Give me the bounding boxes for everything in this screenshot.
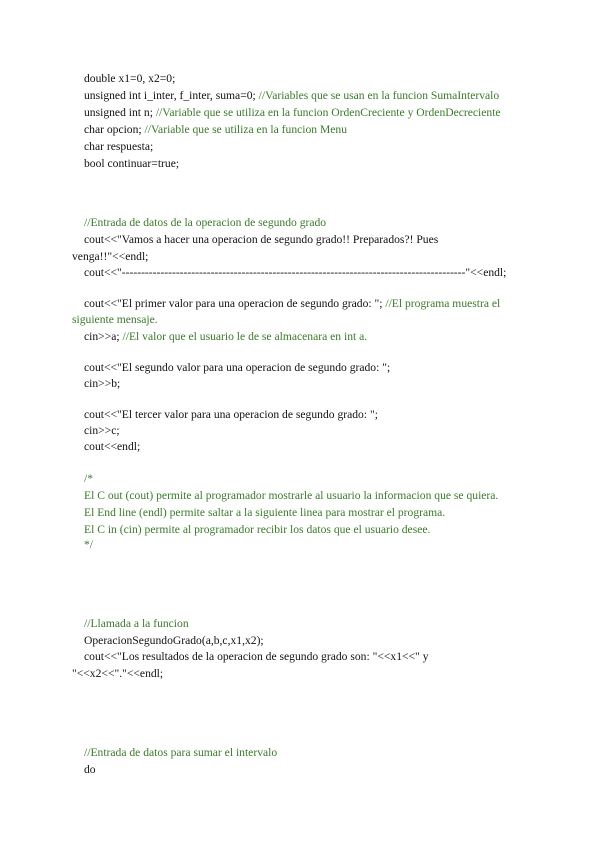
code-line	[84, 330, 367, 344]
code-line: cout<<"El segundo valor para una operacion de segundo grado: ";	[84, 361, 391, 374]
code-comment: //Variable que se utiliza en la funcion OrdenCreciente y OrdenDecreciente	[155, 106, 501, 119]
code-text: cin>>a;	[84, 330, 123, 343]
block-comment: */	[84, 538, 94, 551]
code-line: cout<<"El tercer valor para una operacion de segundo grado: ";	[84, 408, 378, 421]
code-text: char opcion;	[84, 123, 145, 136]
block-comment: /*	[84, 472, 94, 485]
code-comment: //Entrada de datos de la operacion de segundo grado	[84, 216, 327, 229]
code-line: cout<<"Vamos a hacer una operacion de segundo grado!! Preparados?! Pues	[84, 233, 439, 246]
code-line-wrap: siguiente mensaje.	[72, 313, 158, 326]
code-comment: //Entrada de datos para sumar el intervalo	[84, 746, 278, 759]
code-line: cin>>b;	[84, 377, 121, 390]
code-text: cout<<"El primer valor para una operacion de segundo grado: ";	[84, 297, 386, 310]
code-line: double x1=0, x2=0;	[84, 72, 176, 85]
code-line	[84, 297, 500, 311]
code-line: OperacionSegundoGrado(a,b,c,x1,x2);	[84, 634, 264, 647]
code-text: unsigned int n;	[84, 106, 156, 119]
block-comment: El C out (cout) permite al programador mostrarle al usuario la informacion que se quiera.	[84, 489, 499, 502]
code-comment: //Variables que se usan en la funcion SumaIntervalo	[258, 89, 500, 102]
code-line: cout<<"Los resultados de la operacion de segundo grado son: "<<x1<<" y	[84, 650, 429, 663]
code-line: bool continuar=true;	[84, 157, 180, 170]
code-comment: //El programa muestra el	[385, 297, 501, 310]
code-line: char respuesta;	[84, 140, 154, 153]
code-line-wrap: "<<x2<<"."<<endl;	[72, 667, 164, 680]
block-comment: El C in (cin) permite al programador recibir los datos que el usuario desee.	[84, 523, 431, 536]
code-line	[84, 89, 499, 103]
code-text: unsigned int i_inter, f_inter, suma=0;	[84, 89, 259, 102]
code-line: cout<<endl;	[84, 440, 141, 453]
code-line: do	[84, 763, 96, 776]
code-line	[84, 106, 501, 120]
code-line-wrap: venga!!"<<endl;	[72, 250, 149, 263]
code-comment: //El valor que el usuario le de se almacenara en int a.	[122, 330, 368, 343]
code-comment: //Llamada a la funcion	[84, 617, 189, 630]
code-line: cout<<"-----------------------------------------------------------------------------------------"<<endl;	[84, 266, 507, 279]
code-line: cin>>c;	[84, 424, 120, 437]
block-comment: El End line (endl) permite saltar a la siguiente linea para mostrar el programa.	[84, 506, 446, 519]
code-comment: //Variable que se utiliza en la funcion Menu	[144, 123, 348, 136]
code-line	[84, 123, 347, 137]
